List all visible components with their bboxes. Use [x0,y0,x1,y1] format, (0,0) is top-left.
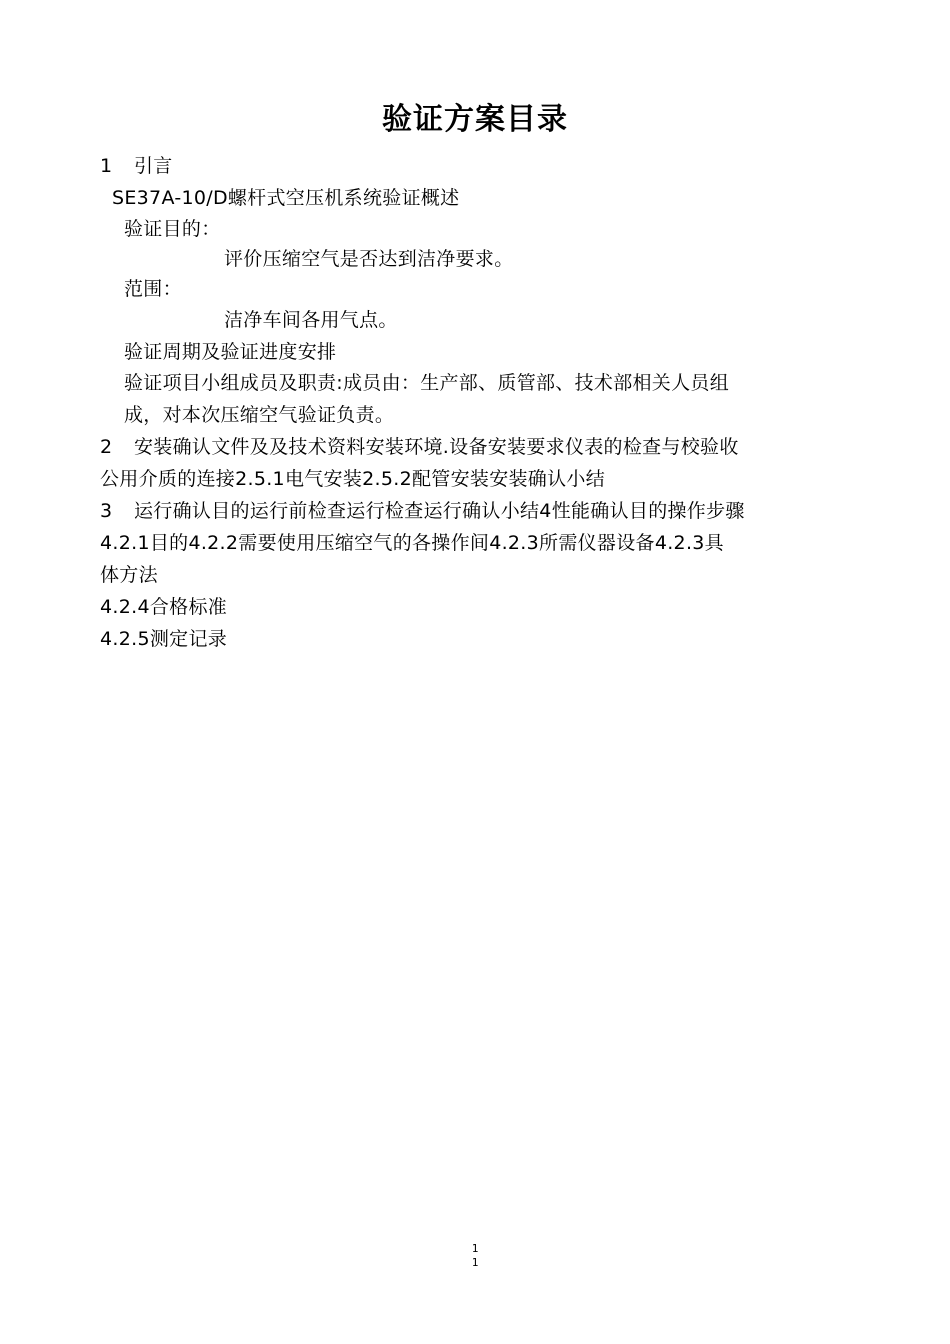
toc-line-2: SE37A-10/D螺杆式空压机系统验证概述 [112,187,460,209]
toc-line-1 [100,150,173,182]
document-title: 验证方案目录 [382,102,568,137]
toc-line-15: 4.2.4合格标准 [100,596,228,618]
toc-text: 运行确认目的运行前检查运行检查运行确认小结4性能确认目的操作步骤 [134,500,745,522]
toc-line-5: 范围： [124,278,182,300]
toc-line-7: 验证周期及验证进度安排 [124,341,337,363]
toc-text: 引言 [134,155,173,177]
toc-line-11: 公用介质的连接2.5.1电气安装2.5.2配管安装安装确认小结 [100,468,605,490]
toc-line-14: 体方法 [100,564,158,586]
section-number: 1 [100,155,113,177]
toc-line-16: 4.2.5测定记录 [100,628,228,650]
toc-line-4: 评价压缩空气是否达到洁净要求。 [224,248,514,270]
page-number-bottom: 1 [471,1256,479,1269]
toc-line-9: 成，对本次压缩空气验证负责。 [124,404,395,426]
toc-line-3: 验证目的： [124,218,221,240]
toc-line-10 [100,431,739,463]
section-number: 2 [100,436,113,458]
section-number: 3 [100,500,113,522]
page-number-top: 1 [471,1242,479,1255]
toc-line-12 [100,495,745,527]
toc-line-13: 4.2.1目的4.2.2需要使用压缩空气的各操作间4.2.3所需仪器设备4.2.3具 [100,532,724,554]
toc-line-6: 洁净车间各用气点。 [224,309,398,331]
toc-text: 安装确认文件及及技术资料安装环境.设备安装要求仪表的检查与校验收 [134,436,739,458]
toc-line-8: 验证项目小组成员及职责:成员由：生产部、质管部、技术部相关人员组 [124,372,730,394]
